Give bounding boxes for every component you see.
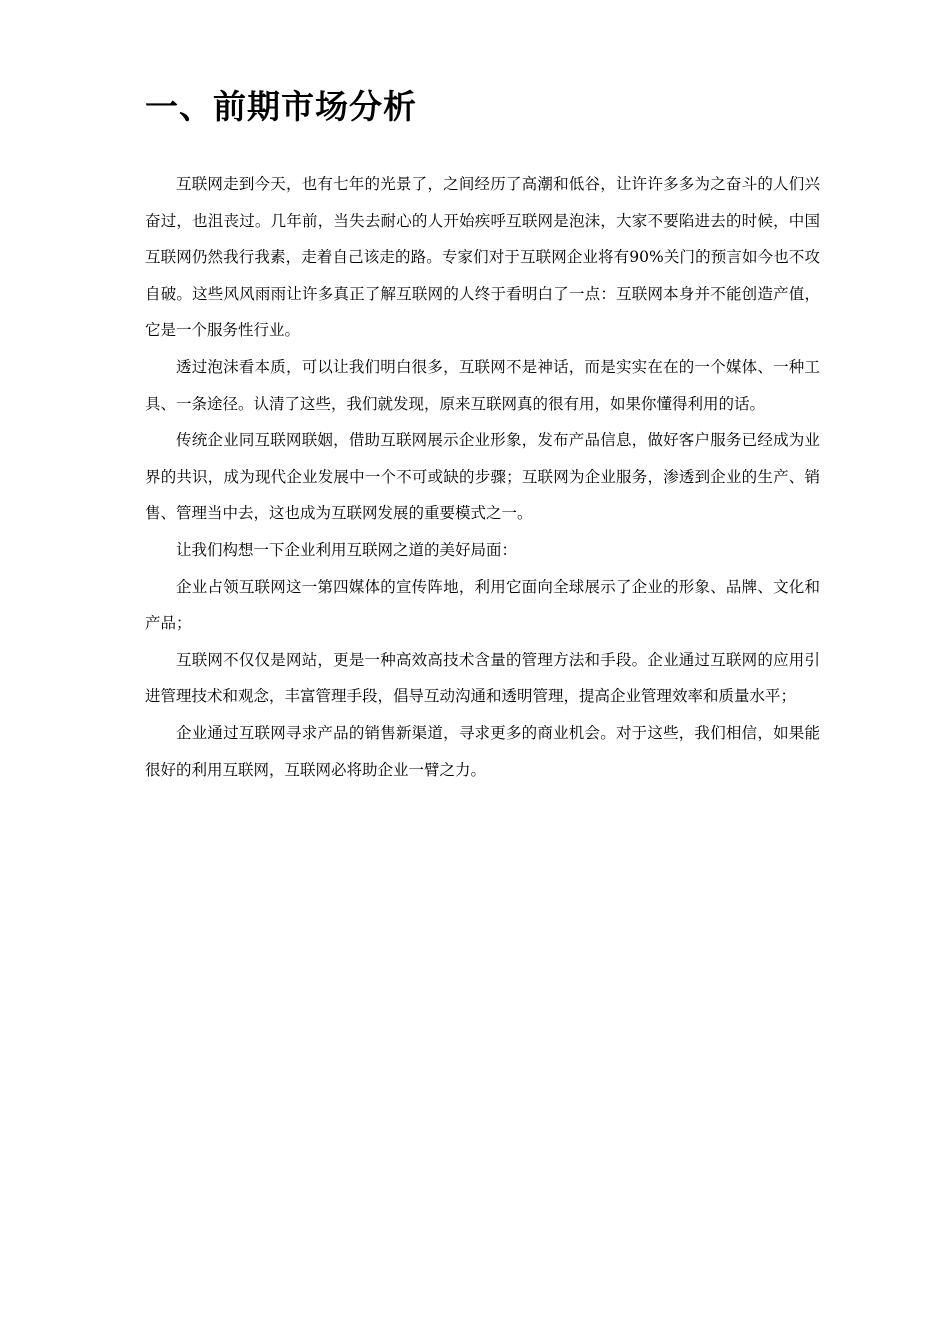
section-heading: 一、前期市场分析 <box>145 87 417 126</box>
paragraph-intro: 互联网走到今天，也有七年的光景了，之间经历了高潮和低谷，让许许多多为之奋斗的人们兴奋过，也沮丧过。几年前，当失去耐心的人开始疾呼互联网是泡沫，大家不要陷进去的时候，中国互联网仍然我行我素，走着自己该走的路。专家们对于互联网企业将有90%关门的预言如今也不攻自破。这些风风雨雨让许多真正了解互联网的人终于看明白了一点：互联网本身并不能创造产值，它是一个服务性行业。 <box>145 175 820 340</box>
paragraph-vision-intro: 让我们构想一下企业利用互联网之道的美好局面： <box>176 540 518 559</box>
paragraph-traditional-enterprise: 传统企业同互联网联姻，借助互联网展示企业形象，发布产品信息，做好客户服务已经成为业界的共识，成为现代企业发展中一个不可或缺的步骤；互联网为企业服务，渗透到企业的生产、销售、管理当中去，这也成为互联网发展的重要模式之一。 <box>145 431 820 523</box>
document-body <box>145 82 820 788</box>
paragraph-vision-brand: 企业占领互联网这一第四媒体的宣传阵地，利用它面向全球展示了企业的形象、品牌、文化和产品； <box>145 577 820 633</box>
paragraph-vision-management: 互联网不仅仅是网站，更是一种高效高技术含量的管理方法和手段。企业通过互联网的应用引进管理技术和观念，丰富管理手段，倡导互动沟通和透明管理，提高企业管理效率和质量水平； <box>145 650 820 706</box>
paragraph-essence: 透过泡沫看本质，可以让我们明白很多，互联网不是神话，而是实实在在的一个媒体、一种工具、一条途径。认清了这些，我们就发现，原来互联网真的很有用，如果你懂得利用的话。 <box>145 357 820 413</box>
paragraph-vision-sales: 企业通过互联网寻求产品的销售新渠道，寻求更多的商业机会。对于这些，我们相信，如果能很好的利用互联网，互联网必将助企业一臂之力。 <box>145 723 820 779</box>
